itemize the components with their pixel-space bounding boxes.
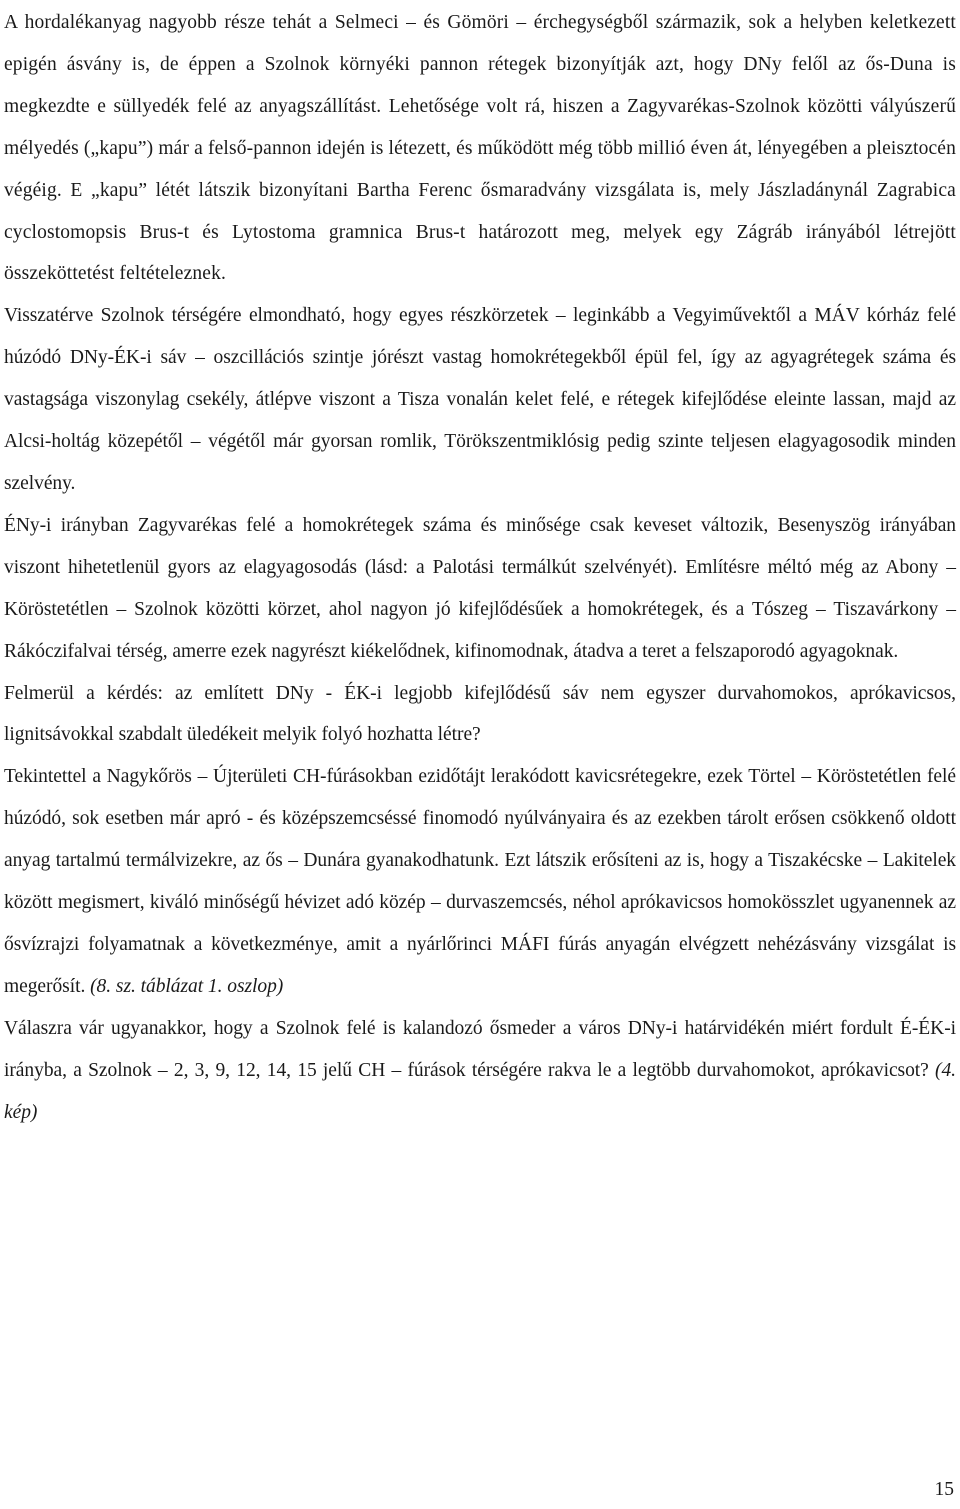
paragraph-1-text: A hordalékanyag nagyobb része tehát a Selmeci – és Gömöri – érchegységből származik, sok a helyben keletkezett epigén ásvány is, de éppen a Szolnok környéki pannon rétegek bizonyítják azt, hogy DNy felől az ős-Duna is megkezdte e süllyedék felé az anyagszállítást. Lehetősége volt rá, hiszen a Zagyvarékas-Szolnok közötti vályúszerű mélyedés („kapu”) már a felső-pannon idején is létezett, és működött még több millió éven át, lényegében a pleisztocén végéig. E „kapu” létét látszik bizonyítani Bartha Ferenc ősmaradvány vizsgálata is, mely Jászladánynál Zagrabica cyclostomopsis Brus-t és Lytostoma gramnica Brus-t határozott meg, melyek egy Zágráb irányából létrejött összeköttetést feltételeznek. [4, 12, 956, 285]
paragraph-6 [4, 1008, 956, 1134]
page-number: 15 [934, 1479, 954, 1500]
document-page [4, 2, 956, 1133]
paragraph-4-text: Felmerül a kérdés: az említett DNy - ÉK-i legjobb kifejlődésű sáv nem egyszer durvahomokos, aprókavicsos, lignitsávokkal szabdalt üledékeit melyik folyó hozhatta létre? [4, 682, 956, 746]
figure-reference: (4. kép) [4, 1059, 956, 1123]
paragraph-2-text: Visszatérve Szolnok térségére elmondható, hogy egyes részkörzetek – leginkább a Vegyiművektől a MÁV kórház felé húzódó DNy-ÉK-i sáv – oszcillációs szintje jórészt vastag homokrétegekből épül fel, így az agyagrétegek száma és vastagsága viszonylag csekély, átlépve viszont a Tisza vonalán kelet felé, e rétegek kifejlődése eleinte lassan, majd az Alcsi-holtág közepétől – végétől már gyorsan romlik, Törökszentmiklósig pedig szinte teljesen elagyagosodik minden szelvény. [4, 305, 956, 494]
paragraph-1 [4, 2, 956, 295]
paragraph-3 [4, 505, 956, 673]
paragraph-5 [4, 756, 956, 1007]
paragraph-5-text: Tekintettel a Nagykőrös – Újterületi CH-fúrásokban ezidőtájt lerakódott kavicsrétegekre, ezek Törtel – Köröstetétlen felé húzódó, sok esetben már apró - és középszemcséssé finomodó nyúlványaira és az ezekben tárolt erősen csökkenő oldott anyag tartalmú termálvizekre, az ős – Dunára gyanakodhatunk. Ezt látszik erősíteni az is, hogy a Tiszakécske – Lakitelek között megismert, kiváló minőségű hévizet adó közép – durvaszemcsés, néhol aprókavicsos homokösszlet ugyanennek az ősvízrajzi folyamatnak a következménye, amit a nyárlőrinci MÁFI fúrás anyagán elvégzett nehézásvány vizsgálat is megerősít. [4, 766, 956, 997]
table-reference: (8. sz. táblázat 1. oszlop) [90, 975, 284, 997]
paragraph-3-text: ÉNy-i irányban Zagyvarékas felé a homokrétegek száma és minősége csak keveset változik, Besenyszög irányában viszont hihetetlenül gyors az elagyagosodás (lásd: a Palotási termálkút szelvényét). Említésre méltó még az Abony – Köröstetétlen – Szolnok közötti körzet, ahol nagyon jó kifejlődésűek a homokrétegek, és a Tószeg – Tiszavárkony – Rákóczifalvai térség, amerre ezek nagyrészt kiékelődnek, kifinomodnak, átadva a teret a felszaporodó agyagoknak. [4, 514, 956, 662]
paragraph-6-text: Válaszra vár ugyanakkor, hogy a Szolnok felé is kalandozó ősmeder a város DNy-i határvidékén miért fordult É-ÉK-i irányba, a Szolnok – 2, 3, 9, 12, 14, 15 jelű CH – fúrások térségére rakva le a legtöbb durvahomokot, aprókavicsot? [4, 1017, 956, 1081]
paragraph-2 [4, 295, 956, 505]
paragraph-4 [4, 673, 956, 757]
